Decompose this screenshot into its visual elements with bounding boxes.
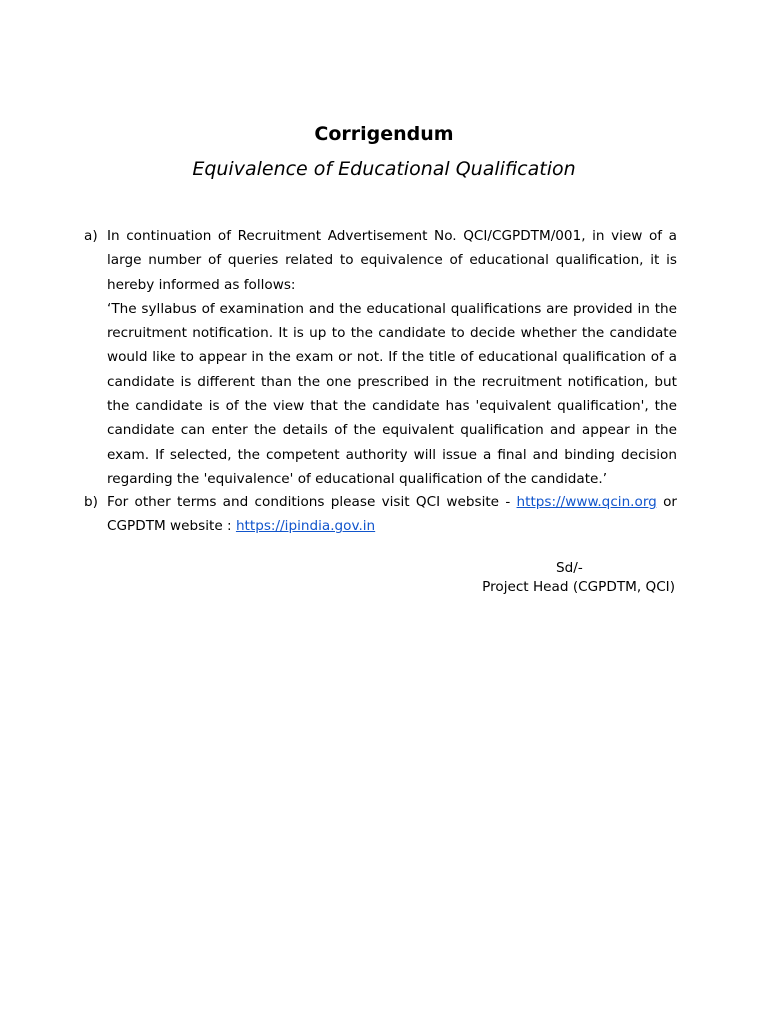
list-item-a-body [107,224,677,491]
item-b-text-middle: or CGPDTM website : [107,494,677,535]
cgpdtm-website-link[interactable]: https://ipindia.gov.in [235,518,376,535]
list-item-b-body [107,490,677,539]
list-marker-b: b) [84,494,98,510]
list-marker-a: a) [84,228,98,244]
item-a-intro: In continuation of Recruitment Advertisement No. QCI/CGPDTM/001, in view of a large number of queries related to equivalence of educational qualification, it is hereby informed as follows: [107,228,677,293]
item-b-text-before: For other terms and conditions please visit QCI website - [107,494,517,510]
signature-mark: Sd/- [556,560,583,576]
document-subtitle: Equivalence of Educational Qualification [192,158,576,180]
item-a-quote: ‘The syllabus of examination and the educational qualifications are provided in the recruitment notification. It is up to the candidate to decide whether the candidate would like to appear in the exam or not. If the title of educational qualification of a candidate is different than the one prescribed in the recruitment notification, but the candidate is of the view that the candidate has 'equivalent qualification', the candidate can enter the details of the equivalent qualification and appear in the exam. If selected, the competent authority will issue a final and binding decision regarding the 'equivalence' of educational qualification of the candidate.’ [107,300,677,487]
signatory-title: Project Head (CGPDTM, QCI) [482,579,675,595]
qci-website-link[interactable]: https://www.qcin.org [516,494,657,510]
list-item-a [84,224,677,491]
item-b-paragraph [107,490,677,539]
list-item-b [84,490,677,539]
document-title: Corrigendum [314,123,454,145]
